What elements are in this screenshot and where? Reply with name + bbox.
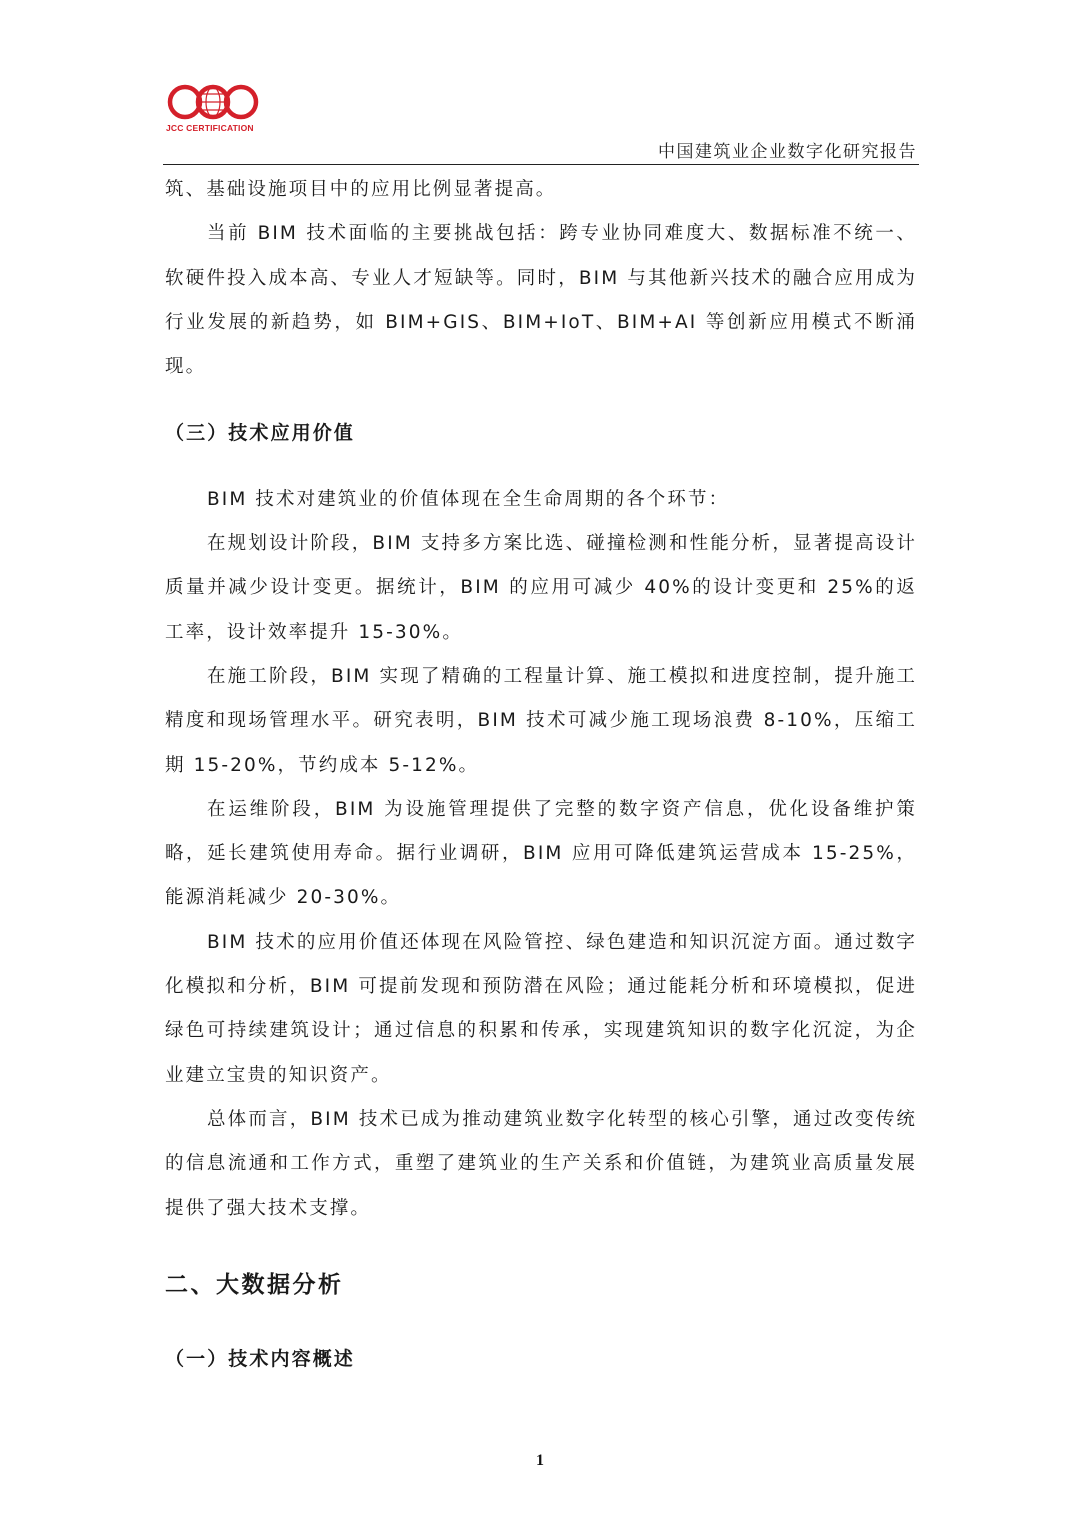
paragraph-continuation: 筑、基础设施项目中的应用比例显著提高。 <box>165 179 557 200</box>
logo-text: JCC CERTIFICATION <box>166 123 254 133</box>
paragraph-value-intro: BIM 技术对建筑业的价值体现在全生命周期的各个环节： <box>207 488 730 510</box>
header-divider <box>163 164 919 165</box>
report-title: 中国建筑业企业数字化研究报告 <box>658 142 917 162</box>
page-number: 1 <box>536 1452 544 1469</box>
section-heading-overview: （一）技术内容概述 <box>165 1348 355 1371</box>
paragraph-summary: 总体而言，BIM 技术已成为推动建筑业数字化转型的核心引擎，通过改变传统的信息流通和工作方式，重塑了建筑业的生产关系和价值链，为建筑业高质量发展提供了强大技术支撑。 <box>165 1108 917 1219</box>
paragraph-challenges: 当前 BIM 技术面临的主要挑战包括：跨专业协同难度大、数据标准不统一、软硬件投入成本高、专业人才短缺等。同时，BIM 与其他新兴技术的融合应用成为行业发展的新趋势，如 BIM+GIS、BIM+IoT、BIM+AI 等创新应用模式不断涌现。 <box>165 223 917 378</box>
paragraph-risk-green-knowledge: BIM 技术的应用价值还体现在风险管控、绿色建造和知识沉淀方面。通过数字化模拟和分析，BIM 可提前发现和预防潜在风险；通过能耗分析和环境模拟，促进绿色可持续建筑设计；通过信息的积累和传承，实现建筑知识的数字化沉淀，为企业建立宝贵的知识资产。 <box>165 931 917 1086</box>
document-body <box>165 168 917 1381</box>
paragraph-operation-stage: 在运维阶段，BIM 为设施管理提供了完整的数字资产信息，优化设备维护策略，延长建筑使用寿命。据行业调研，BIM 应用可降低建筑运营成本 15-25%，能源消耗减少 20-30%。 <box>165 798 917 909</box>
chapter-heading-big-data: 二、大数据分析 <box>165 1271 344 1298</box>
section-heading-value: （三）技术应用价值 <box>165 422 355 445</box>
paragraph-construction-stage: 在施工阶段，BIM 实现了精确的工程量计算、施工模拟和进度控制，提升施工精度和现场管理水平。研究表明，BIM 技术可减少施工现场浪费 8-10%，压缩工期 15-20%，节约成本 5-12%。 <box>165 665 917 776</box>
paragraph-design-stage: 在规划设计阶段，BIM 支持多方案比选、碰撞检测和性能分析，显著提高设计质量并减少设计变更。据统计，BIM 的应用可减少 40%的设计变更和 25%的返工率，设计效率提升 15-30%。 <box>165 533 917 643</box>
